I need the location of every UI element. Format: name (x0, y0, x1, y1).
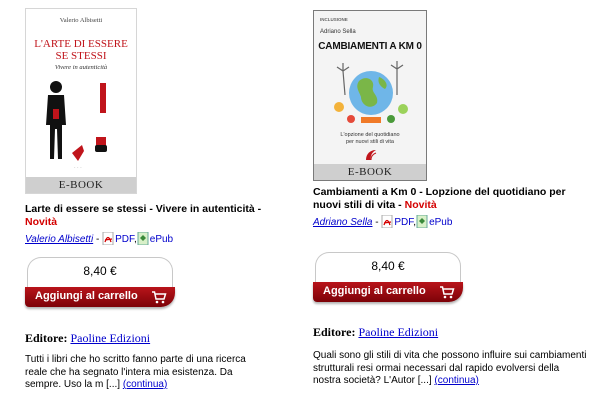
add-to-cart-label: Aggiungi al carrello (323, 285, 426, 297)
product-title[interactable]: Larte di essere se stessi - Vivere in autenticità - Novità (25, 203, 262, 228)
cover-title: L'ARTE DI ESSERE SE STESSI (34, 38, 128, 62)
cover-title: CAMBIAMENTI A KM 0 (318, 41, 422, 52)
add-to-cart-widget[interactable] (313, 252, 463, 304)
publisher-link[interactable]: Paoline Edizioni (70, 331, 151, 345)
product-card-2 (313, 0, 588, 386)
ebook-label: E-BOOK (26, 177, 136, 193)
publisher-line: Editore: Paoline Edizioni (25, 331, 151, 345)
publisher-logo (364, 148, 378, 162)
cover-illustration (331, 55, 411, 127)
product-card-1 (25, 0, 285, 390)
add-to-cart-widget[interactable] (25, 257, 175, 309)
epub-format-link[interactable]: ePub (429, 217, 453, 228)
novita-badge: Novità (404, 199, 437, 211)
book-cover[interactable] (313, 10, 427, 181)
cover-illustration (38, 79, 128, 171)
add-to-cart-button[interactable] (25, 287, 175, 307)
cover-author: Adriano Sella (320, 29, 356, 35)
author-link[interactable]: Valerio Albisetti (25, 234, 94, 245)
novita-badge: Novità (25, 216, 58, 228)
publisher-link[interactable]: Paoline Edizioni (358, 325, 439, 339)
cover-series: INCLUSIONE (320, 17, 348, 22)
cover-subtitle: Vivere in autenticità (54, 64, 108, 71)
epub-icon (137, 232, 150, 245)
price: 8,40 € (83, 264, 117, 278)
product-description: Tutti i libri che ho scritto fanno parte di una ricerca reale che ha segnato l'intera mia esistenza. Da sempre. Uso la m [...] (continua) (25, 354, 246, 390)
continua-link[interactable]: (continua) (122, 379, 168, 390)
product-meta: Adriano Sella - PDF, ePub (313, 217, 453, 228)
book-cover[interactable] (25, 8, 137, 194)
add-to-cart-button[interactable] (313, 282, 463, 302)
product-description: Quali sono gli stili di vita che possono influire sui cambiamenti strutturali resi ormai necessari dal rapido evolversi della nostra società? L'Autor [...] (continua) (313, 350, 587, 386)
cover-author: Valerio Albisetti (59, 17, 103, 24)
ebook-label: E-BOOK (314, 164, 426, 180)
cart-icon (151, 290, 167, 304)
publisher-line: Editore: Paoline Edizioni (313, 325, 439, 339)
svg-text:· · ·: · · · (74, 165, 82, 171)
pdf-icon (102, 232, 115, 245)
price: 8,40 € (371, 259, 405, 273)
cart-icon (439, 285, 455, 299)
add-to-cart-label: Aggiungi al carrello (35, 290, 138, 302)
continua-link[interactable]: (continua) (434, 375, 479, 386)
pdf-format-link[interactable]: PDF (394, 217, 414, 228)
product-title[interactable]: Cambiamenti a Km 0 - Lopzione del quotidiano per nuovi stili di vita - Novità (313, 186, 566, 211)
epub-format-link[interactable]: ePub (149, 234, 174, 245)
pdf-icon (381, 215, 394, 228)
author-link[interactable]: Adriano Sella (313, 217, 373, 228)
cover-subtitle: L'opzione del quotidiano per nuovi stili di vita (340, 132, 400, 145)
product-meta: Valerio Albisetti - PDF, ePub (25, 234, 174, 245)
pdf-format-link[interactable]: PDF (115, 234, 134, 245)
epub-icon (416, 215, 429, 228)
